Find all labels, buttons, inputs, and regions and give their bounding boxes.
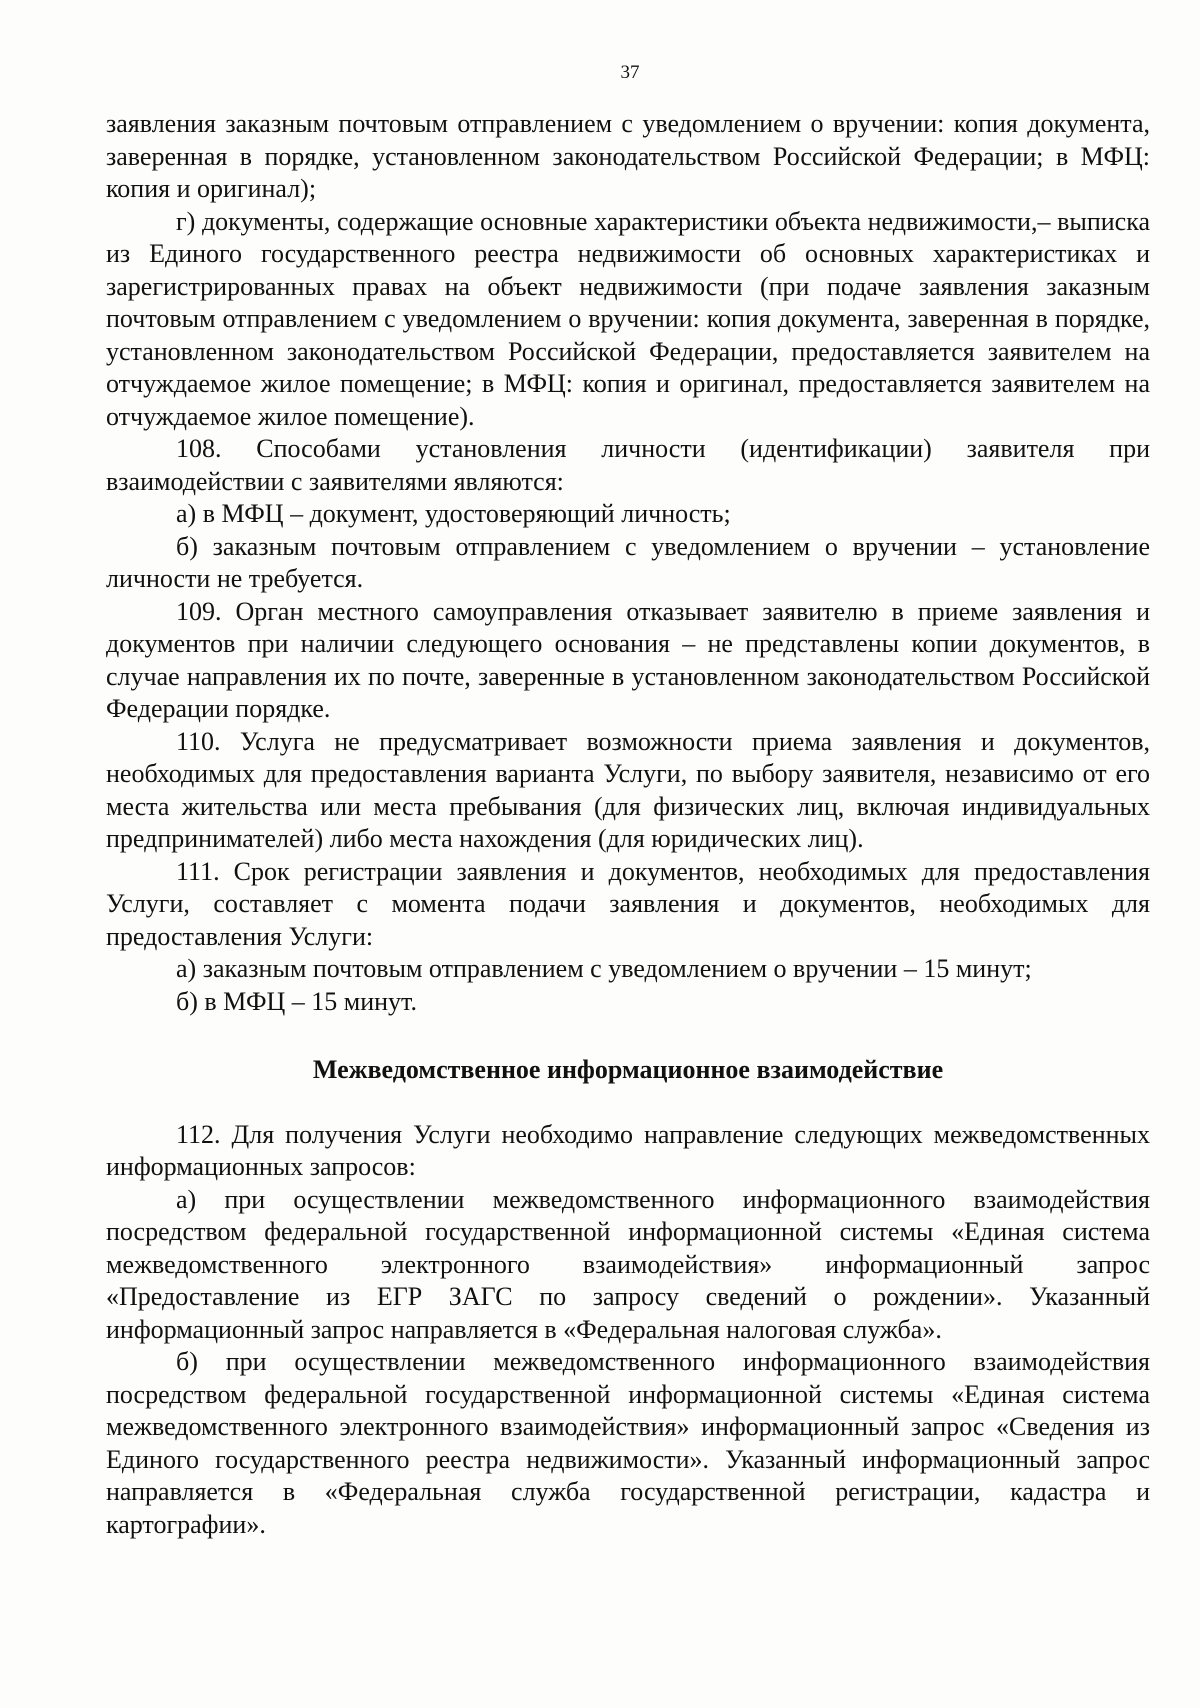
section-heading: Межведомственное информационное взаимодействие [312,1055,944,1084]
paragraph-111-a: а) заказным почтовым отправлением с уведомлением о вручении – 15 минут; [176,954,1032,983]
paragraph-111-b: б) в МФЦ – 15 минут. [176,986,417,1016]
paragraph-108-b: б) заказным почтовым отправлением с уведомлением о вручении – установление личности не требуется. [106,531,1150,593]
paragraph-111: 111. Срок регистрации заявления и документов, необходимых для предоставления Услуги, составляет с момента подачи заявления и документов, необходимых для предоставления Услуги: [106,856,1150,951]
page-number: 37 [620,62,640,83]
paragraph-108: 108. Способами установления личности (идентификации) заявителя при взаимодействии с заявителями являются: [106,434,1150,496]
paragraph-109: 109. Орган местного самоуправления отказывает заявителю в приеме заявления и документов при наличии следующего основания – не представлены копии документов, в случае направления их по почте, заверенные в установленном законодательством Российской Федерации порядке. [106,596,1150,723]
paragraph-110: 110. Услуга не предусматривает возможности приема заявления и документов, необходимых для предоставления варианта Услуги, по выбору заявителя, независимо от его места жительства или места пребывания (для физических лиц, включая индивидуальных предпринимателей) либо места нахождения (для юридических лиц). [106,726,1150,853]
paragraph-112-b: б) при осуществлении межведомственного информационного взаимодействия посредством федеральной государственной информационной системы «Единая система межведомственного электронного взаимодействия» информационный запрос «Сведения из Единого государственного реестра недвижимости». Указанный информационный запрос направляется в «Федеральная служба государственной регистрации, кадастра и картографии». [106,1347,1150,1539]
paragraph-continuation: заявления заказным почтовым отправлением с уведомлением о вручении: копия документа, заверенная в порядке, установленном законодательством Российской Федерации; в МФЦ: копия и оригинал); [106,109,1150,203]
paragraph-112: 112. Для получения Услуги необходимо направление следующих межведомственных информационных запросов: [106,1119,1150,1181]
paragraph-item-g: г) документы, содержащие основные характеристики объекта недвижимости,– выписка из Единого государственного реестра недвижимости об основных характеристиках и зарегистрированных правах на объект недвижимости (при подаче заявления заказным почтовым отправлением с уведомлением о вручении: копия документа, заверенная в порядке, установленном законодательством Российской Федерации, предоставляется заявителем на отчуждаемое жилое помещение; в МФЦ: копия и оригинал, предоставляется заявителем на отчуждаемое жилое помещение). [106,206,1150,431]
document-body [106,108,1150,1541]
paragraph-112-a: а) при осуществлении межведомственного информационного взаимодействия посредством федеральной государственной информационной системы «Единая система межведомственного электронного взаимодействия» информационный запрос «Предоставление из ЕГР ЗАГС по запросу сведений о рождении». Указанный информационный запрос направляется в «Федеральная налоговая служба». [106,1184,1150,1344]
paragraph-108-a: а) в МФЦ – документ, удостоверяющий личность; [176,499,731,528]
